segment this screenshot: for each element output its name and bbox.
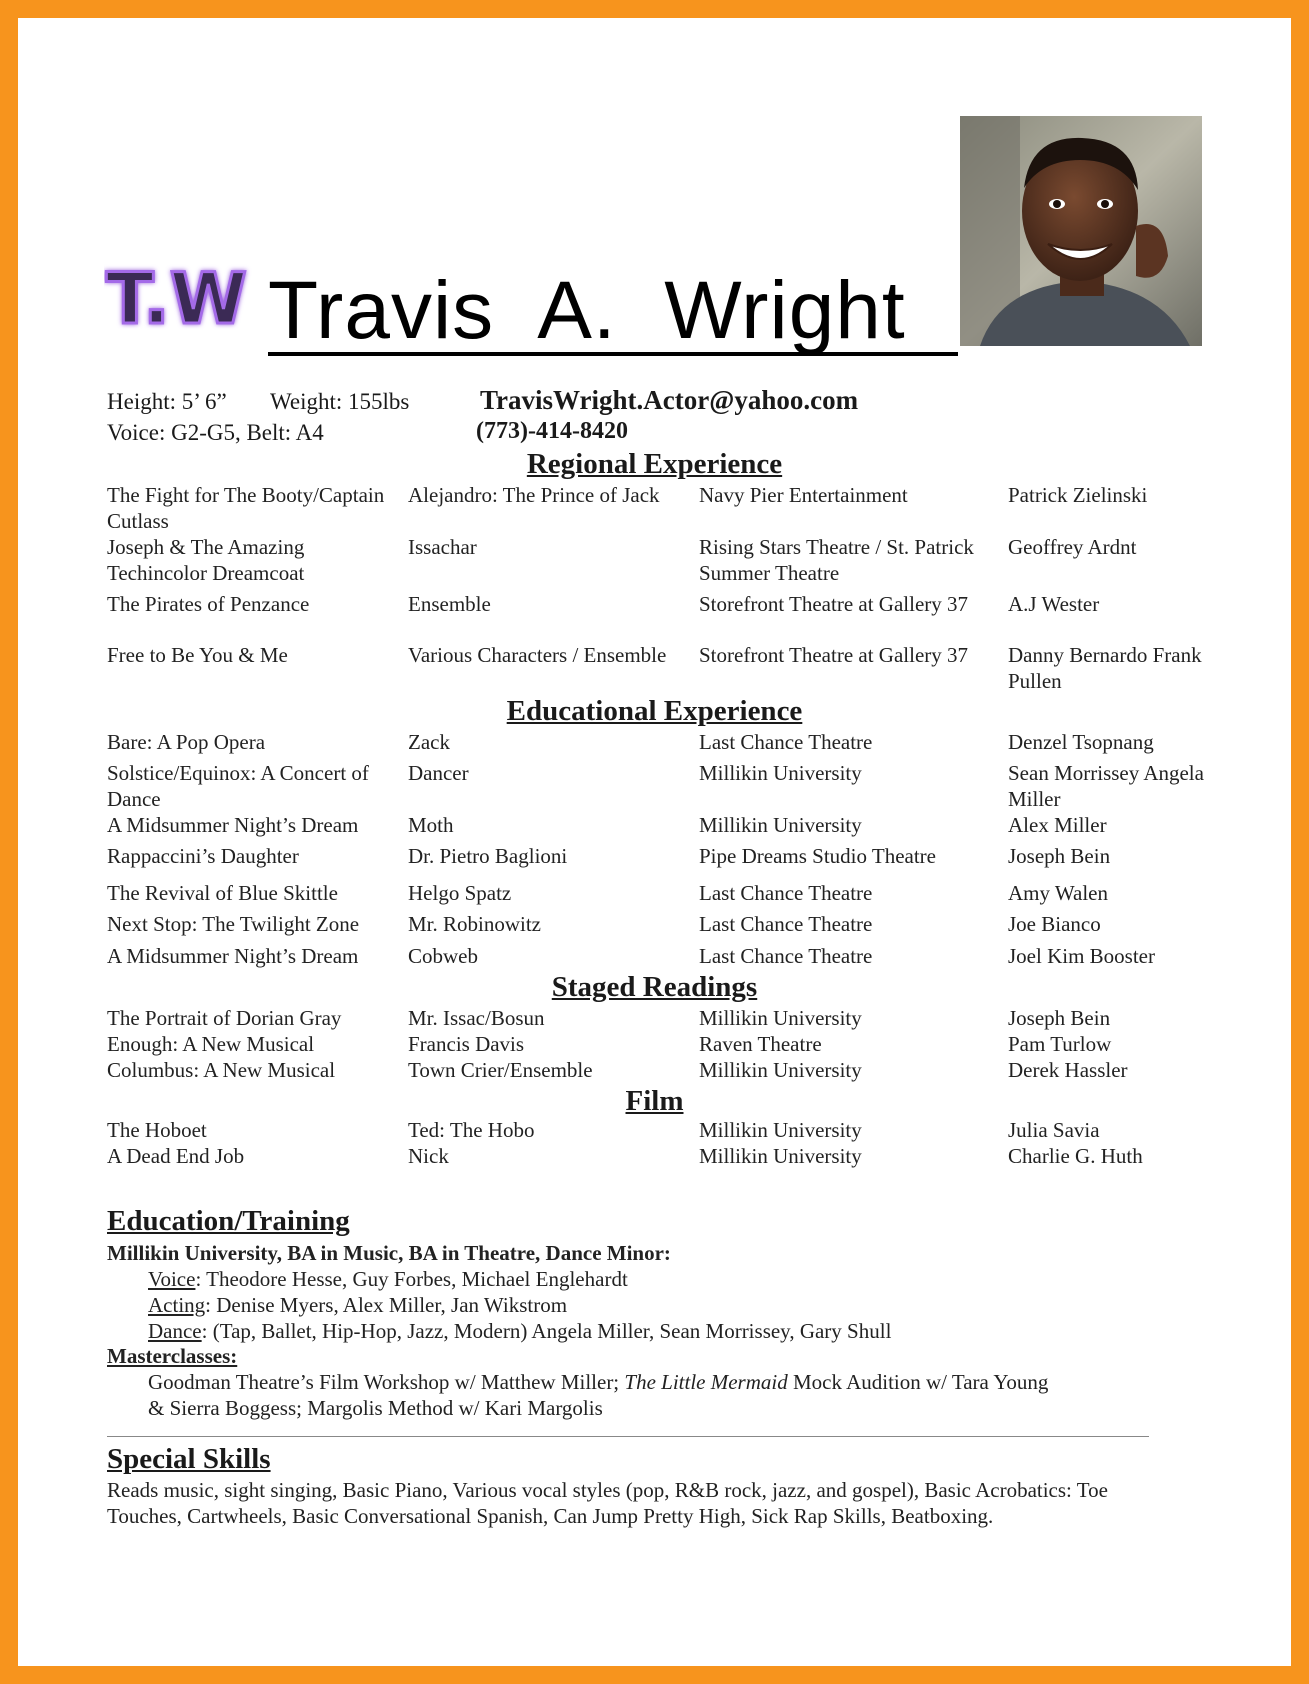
director: Pam Turlow <box>1008 1032 1112 1056</box>
film-heading: Film <box>625 1085 684 1117</box>
role: Cobweb <box>408 944 478 968</box>
staged-readings-heading: Staged Readings <box>551 971 758 1003</box>
email-link[interactable]: TravisWright.Actor@yahoo.com <box>480 385 859 415</box>
acting-training-line <box>148 1292 567 1318</box>
skills-line-2: Touches, Cartwheels, Basic Conversational Spanish, Can Jump Pretty High, Sick Rap Skills, Beatboxing. <box>107 1504 994 1528</box>
venue: Millikin University <box>699 1058 862 1082</box>
dance-teachers: : (Tap, Ballet, Hip-Hop, Jazz, Modern) Angela Miller, Sean Morrissey, Gary Shull <box>201 1319 892 1343</box>
show-title: Next Stop: The Twilight Zone <box>107 912 360 936</box>
director: Derek Hassler <box>1008 1058 1128 1082</box>
weight-stat: Weight: 155lbs <box>270 389 410 414</box>
show-title: Free to Be You & Me <box>107 643 288 667</box>
role: Mr. Issac/Bosun <box>408 1006 545 1030</box>
acting-teachers: : Denise Myers, Alex Miller, Jan Wikstrom <box>205 1293 568 1317</box>
masterclass-mermaid-title: The Little Mermaid <box>624 1370 788 1394</box>
masterclasses-line-1 <box>148 1369 1048 1395</box>
show-title: Joseph & The Amazing Techincolor Dreamcoat <box>107 535 305 585</box>
role: Mr. Robinowitz <box>408 912 542 936</box>
acting-label: Acting <box>148 1293 206 1317</box>
show-title: Enough: A New Musical <box>107 1032 315 1056</box>
show-title: The Pirates of Penzance <box>107 592 310 616</box>
director: Patrick Zielinski <box>1008 483 1148 507</box>
venue: Millikin University <box>699 1006 862 1030</box>
role: Ted: The Hobo <box>408 1118 535 1142</box>
director: Geoffrey Ardnt <box>1008 535 1137 559</box>
voice-stat: Voice: G2-G5, Belt: A4 <box>107 420 324 445</box>
masterclasses-label: Masterclasses: <box>107 1344 238 1368</box>
show-title: A Midsummer Night’s Dream <box>107 813 359 837</box>
venue: Last Chance Theatre <box>699 881 873 905</box>
role: Issachar <box>408 535 477 559</box>
dance-training-line <box>148 1318 891 1344</box>
director: Danny Bernardo Frank Pullen <box>1008 643 1202 693</box>
height-stat: Height: 5’ 6” <box>107 389 227 414</box>
director: Joel Kim Booster <box>1008 944 1155 968</box>
regional-experience-heading: Regional Experience <box>526 448 783 480</box>
special-skills-heading: Special Skills <box>107 1443 271 1475</box>
director: Sean Morrissey Angela Miller <box>1008 761 1204 811</box>
actor-name: Travis A. Wright <box>268 270 958 356</box>
masterclass-mermaid-audition: Mock Audition w/ Tara Young <box>787 1370 1049 1394</box>
tw-logo <box>104 253 264 341</box>
role: Ensemble <box>408 592 491 616</box>
skills-line-1: Reads music, sight singing, Basic Piano, Various vocal styles (pop, R&B rock, jazz, and gospel), Basic Acrobatics: Toe <box>107 1478 1108 1502</box>
venue: Millikin University <box>699 1118 862 1142</box>
role: Various Characters / Ensemble <box>408 643 667 667</box>
show-title: Bare: A Pop Opera <box>107 730 266 754</box>
director: Joe Bianco <box>1008 912 1101 936</box>
venue: Millikin University <box>699 761 862 785</box>
headshot-photo <box>960 116 1202 346</box>
director: Charlie G. Huth <box>1008 1144 1143 1168</box>
director: Joseph Bein <box>1008 1006 1111 1030</box>
show-title: The Revival of Blue Skittle <box>107 881 338 905</box>
role: Zack <box>408 730 450 754</box>
role: Nick <box>408 1144 449 1168</box>
venue: Pipe Dreams Studio Theatre <box>699 844 936 868</box>
role: Dancer <box>408 761 469 785</box>
divider-line <box>107 1436 1149 1437</box>
venue: Storefront Theatre at Gallery 37 <box>699 643 969 667</box>
show-title: Columbus: A New Musical <box>107 1058 336 1082</box>
venue: Last Chance Theatre <box>699 912 873 936</box>
director: Denzel Tsopnang <box>1008 730 1154 754</box>
venue: Last Chance Theatre <box>699 730 873 754</box>
show-title: The Hoboet <box>107 1118 207 1142</box>
role: Dr. Pietro Baglioni <box>408 844 568 868</box>
role: Helgo Spatz <box>408 881 512 905</box>
venue: Last Chance Theatre <box>699 944 873 968</box>
role: Moth <box>408 813 454 837</box>
venue: Raven Theatre <box>699 1032 822 1056</box>
logo-text: T.W <box>106 258 247 340</box>
director: Joseph Bein <box>1008 844 1111 868</box>
show-title: A Dead End Job <box>107 1144 245 1168</box>
voice-label: Voice <box>148 1267 196 1291</box>
venue: Millikin University <box>699 813 862 837</box>
dance-label: Dance <box>148 1319 202 1343</box>
show-title: The Fight for The Booty/Captain Cutlass <box>107 483 385 533</box>
director: Amy Walen <box>1008 881 1108 905</box>
venue: Storefront Theatre at Gallery 37 <box>699 592 969 616</box>
phone-number: (773)-414-8420 <box>476 418 628 444</box>
show-title: Rappaccini’s Daughter <box>107 844 299 868</box>
voice-training-line <box>148 1266 628 1292</box>
masterclasses-line-2: & Sierra Boggess; Margolis Method w/ Kari Margolis <box>148 1396 603 1420</box>
educational-experience-heading: Educational Experience <box>506 695 803 727</box>
school-line: Millikin University, BA in Music, BA in Theatre, Dance Minor: <box>107 1241 671 1265</box>
education-training-heading: Education/Training <box>107 1205 350 1237</box>
role: Francis Davis <box>408 1032 525 1056</box>
show-title: A Midsummer Night’s Dream <box>107 944 359 968</box>
venue: Millikin University <box>699 1144 862 1168</box>
masterclass-goodman: Goodman Theatre’s Film Workshop w/ Matthew Miller; <box>148 1370 625 1394</box>
director: Julia Savia <box>1008 1118 1100 1142</box>
role: Town Crier/Ensemble <box>408 1058 593 1082</box>
voice-teachers: : Theodore Hesse, Guy Forbes, Michael Englehardt <box>195 1267 628 1291</box>
role: Alejandro: The Prince of Jack <box>408 483 660 507</box>
director: Alex Miller <box>1008 813 1107 837</box>
show-title: Solstice/Equinox: A Concert of Dance <box>107 761 369 811</box>
venue: Navy Pier Entertainment <box>699 483 908 507</box>
show-title: The Portrait of Dorian Gray <box>107 1006 342 1030</box>
venue: Rising Stars Theatre / St. Patrick Summer Theatre <box>699 535 974 585</box>
director: A.J Wester <box>1008 592 1100 616</box>
